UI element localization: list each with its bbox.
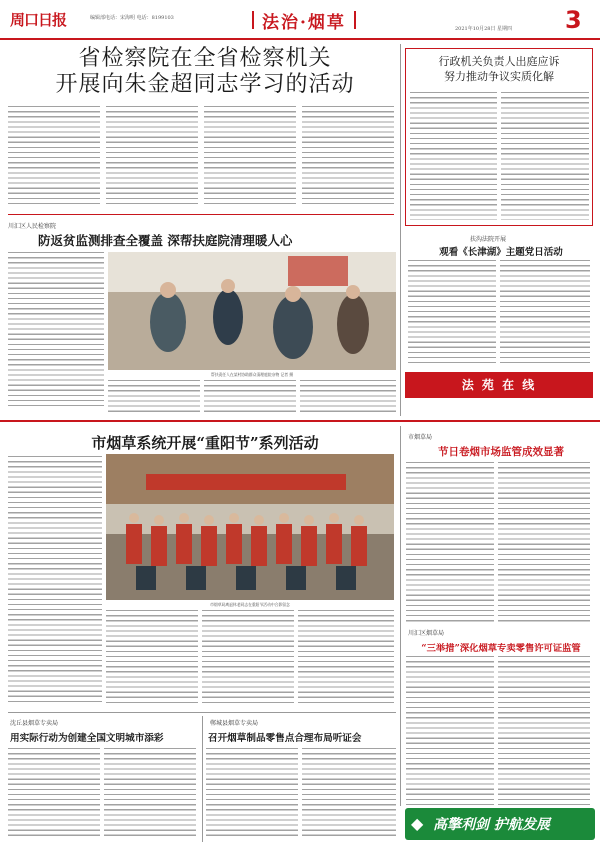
issue-date: 2021年10月28日 星期四 (455, 26, 513, 32)
divider (8, 214, 394, 215)
shenqiu-body-1 (8, 748, 100, 840)
dancheng-kicker: 郸城县烟草专卖局 (210, 720, 259, 727)
photo-scene (108, 252, 396, 370)
lead-body-col3 (204, 106, 296, 206)
sanju-body-2 (498, 656, 590, 806)
column-divider-2 (400, 426, 401, 806)
dancheng-headline: 召开烟草制品零售点合理布局听证会 (208, 733, 362, 744)
right-top-title1: 行政机关负责人出庭应诉 (438, 55, 560, 68)
sanju-body-1 (406, 656, 494, 806)
right-mid-kicker: 扶沟法院开展 (470, 236, 507, 243)
right-top-title2: 努力推动争议实质化解 (444, 70, 554, 83)
chuanhui-caption: 帮扶责任人在某村协助群众清理庭院杂物 记者 摄 (210, 372, 294, 377)
dancheng-body-1 (206, 748, 298, 840)
chuanhui-body-left (8, 252, 104, 410)
dancheng-body-2 (302, 748, 396, 840)
tobacco-body-b3 (298, 610, 394, 706)
chuanhui-kicker: 川汇区人民检察院 (8, 223, 57, 230)
sanju-headline: “三举措”深化烟草专卖零售许可证监管 (421, 643, 581, 654)
group-photo (106, 454, 394, 600)
header-info: 编辑部电话：宋海明 电话：8199103 (90, 15, 174, 21)
chuanhui-photo (108, 252, 396, 370)
banner-icon: ◆ (411, 814, 424, 833)
column-divider-3 (202, 716, 203, 842)
page-number: 3 (565, 6, 582, 34)
column-divider (400, 44, 401, 416)
page-header (0, 0, 600, 40)
chuanhui-headline: 防返贫监测排查全覆盖 深帮扶庭院清理暖人心 (38, 233, 293, 248)
tobacco-body-left (8, 456, 102, 706)
bottom-divider (8, 712, 396, 713)
lead-body-col4 (302, 106, 394, 206)
section-divider (0, 420, 600, 422)
shenqiu-body-2 (104, 748, 196, 840)
fayuan-zaixian-banner (405, 372, 593, 398)
right-mid-headline: 观看《长津湖》主题党日活动 (439, 247, 563, 258)
section-title: 法治·烟草 (262, 8, 346, 33)
tobacco-body-b1 (106, 610, 198, 706)
right-top-body-1 (410, 92, 497, 220)
newspaper-logo: 周口日报 (10, 11, 67, 29)
jieri-kicker: 市烟草局 (408, 434, 433, 441)
lead-title-line1: 省检察院在全省检察机关 (78, 46, 332, 71)
tobacco-body-b2 (202, 610, 294, 706)
right-mid-body-1 (408, 260, 496, 364)
right-mid-body-2 (500, 260, 590, 364)
fayuan-zaixian-label: 法 苑 在 线 (461, 378, 537, 392)
lead-body-col2 (106, 106, 198, 206)
shenqiu-kicker: 沈丘县烟草专卖局 (10, 720, 59, 727)
right-top-body-2 (501, 92, 589, 220)
sanju-kicker: 川汇区烟草局 (408, 630, 445, 637)
jieri-body-2 (498, 462, 590, 624)
slogan-text: 高擎利剑 护航发展 (433, 817, 550, 833)
jieri-headline: 节日卷烟市场监管成效显著 (438, 446, 564, 458)
slogan-banner (405, 808, 595, 840)
chuanhui-body-b3 (300, 380, 396, 412)
chuanhui-body-b1 (108, 380, 200, 412)
lead-headline (20, 46, 390, 98)
lead-title-line2: 开展向朱金超同志学习的活动 (55, 72, 355, 97)
tobacco-headline: 市烟草系统开展“重阳节”系列活动 (91, 434, 319, 452)
lead-body-col1 (8, 106, 100, 206)
shenqiu-headline: 用实际行动为创建全国文明城市添彩 (10, 733, 164, 744)
right-top-headline (408, 54, 590, 84)
tobacco-photo (106, 454, 394, 600)
chuanhui-body-b2 (204, 380, 296, 412)
jieri-body-1 (406, 462, 494, 624)
tobacco-caption: 市烟草局离退休老同志在重阳节活动中合影留念 (210, 602, 290, 607)
